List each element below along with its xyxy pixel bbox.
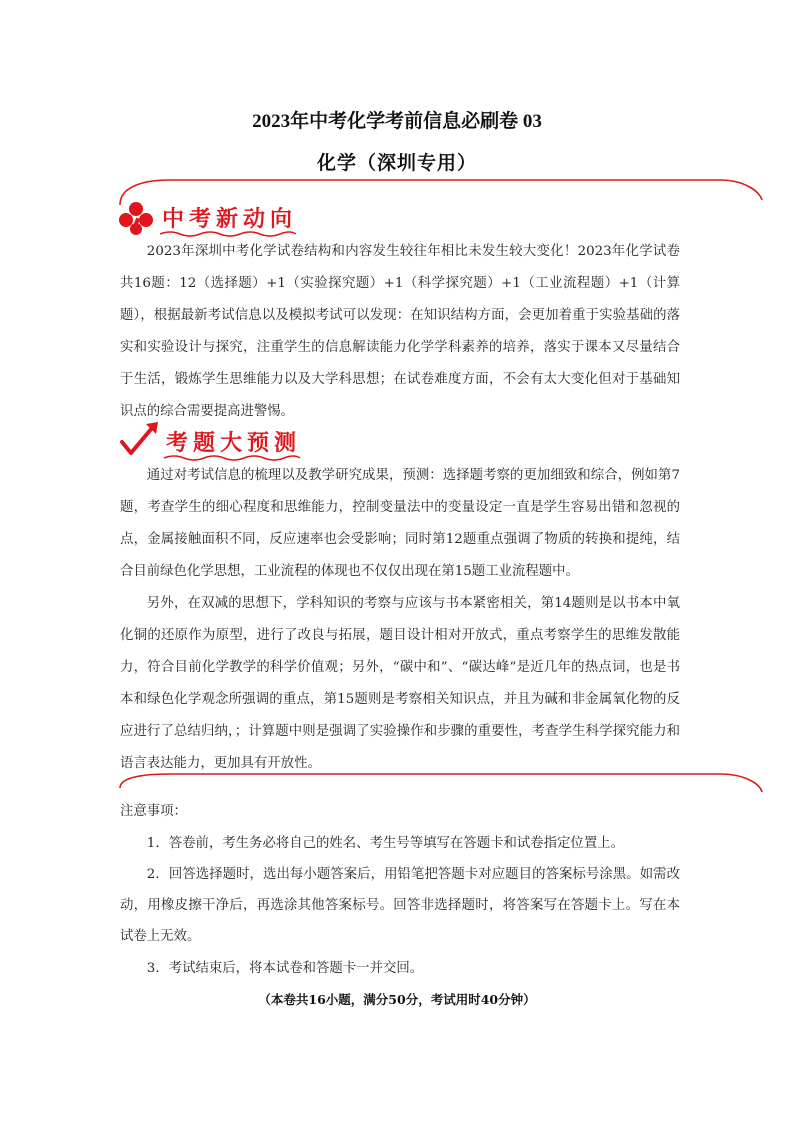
check-arrow-icon [118, 420, 162, 460]
note-item-1: 1．答卷前，考生务必将自己的姓名、考生号等填写在答题卡和试卷指定位置上。 [146, 836, 624, 851]
note-item-3: 3．考试结束后，将本试卷和答题卡一并交回。 [146, 961, 424, 976]
exam-info-footer: （本卷共16小题，满分50分，考试用时40分钟） [258, 992, 536, 1007]
flower-icon [116, 200, 160, 236]
section2-paragraph-2: 另外，在双减的思想下，学科知识的考察与应该与书本紧密相关，第14题则是以书本中氧化铜的还原作为原型，进行了改良与拓展，题目设计相对开放式，重点考察学生的思维发散能力，符合目前化学教学的科学价值观；另外，“碳中和”、“碳达峰”是近几年的热点词，也是书本和绿色化学观念所强调的重点，第15题则是考察相关知识点，并且为碱和非金属氧化物的反应进行了总结归纳，；计算题中则是强调了实验操作和步骤的重要性，考查学生科学探究能力和语言表达能力，更加具有开放性。 [120, 596, 680, 771]
section2-paragraph-1: 通过对考试信息的梳理以及教学研究成果，预测：选择题考察的更加细致和综合，例如第7题，考查学生的细心程度和思维能力，控制变量法中的变量设定一直是学生容易出错和忽视的点，金属接触面积不同，反应速率也会受影响；同时第12题重点强调了物质的转换和提纯，结合目前绿色化学思想，工业流程的体现也不仅仅出现在第15题工业流程题中。 [120, 468, 680, 579]
notes-title: 注意事项： [120, 804, 187, 819]
section-heading-predictions: 考题大预测 [166, 431, 302, 456]
note-item-2: 2．回答选择题时，选出每小题答案后，用铅笔把答题卡对应题目的答案标号涂黑。如需改动，用橡皮擦干净后，再选涂其他答案标号。回答非选择题时，将答案写在答题卡上。写在本试卷上无效。 [120, 867, 680, 944]
section-heading-new-trends: 中考新动向 [162, 207, 298, 232]
document-title: 2023年中考化学考前信息必刷卷 03 [252, 111, 542, 132]
document-subtitle: 化学（深圳专用） [316, 153, 477, 174]
section1-paragraph: 2023年深圳中考化学试卷结构和内容发生较往年相比未发生较大变化！2023年化学试卷共16题：12（选择题）+1（实验探究题）+1（科学探究题）+1（工业流程题）+1（计算题），根据最新考试信息以及模拟考试可以发现：在知识结构方面，会更加着重于实验基础的落实和实验设计与探究，注重学生的信息解读能力化学学科素养的培养，落实于课本又尽量结合于生活，锻炼学生思维能力以及大学科思想；在试卷难度方面，不会有太大变化但对于基础知识点的综合需要提高进警惕。 [120, 244, 680, 419]
